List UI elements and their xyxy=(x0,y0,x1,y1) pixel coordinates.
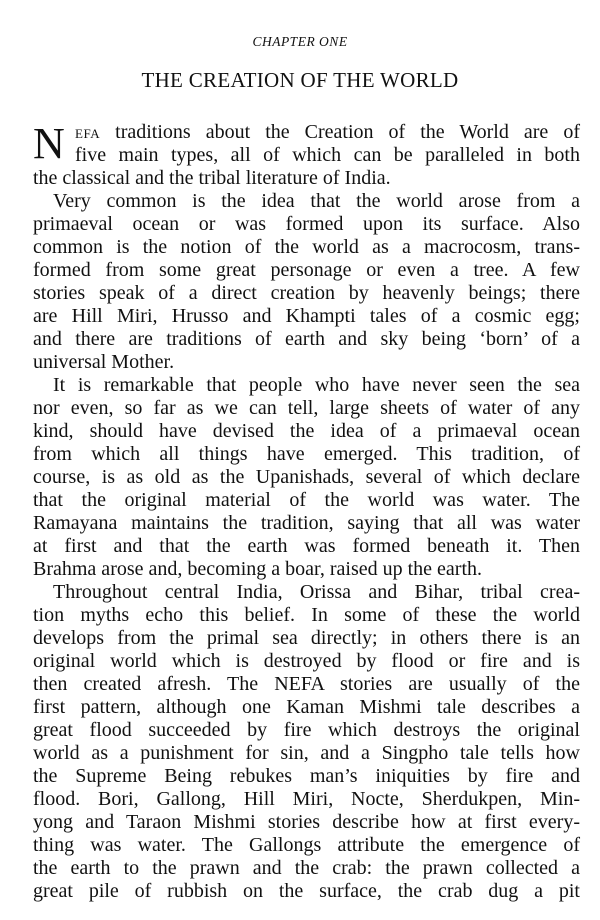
text-line: world as a punishment for sin, and a Singpho tale tells how xyxy=(33,742,580,764)
text-line: and there are traditions of earth and sky being ‘born’ of a xyxy=(33,328,580,350)
text-line: great flood succeeded by fire which destroys the original xyxy=(33,719,580,741)
text-line: common is the notion of the world as a macrocosm, trans- xyxy=(33,236,580,258)
text-line: thing was water. The Gallongs attribute the emergence of xyxy=(33,834,580,856)
text-line: then created afresh. The NEFA stories are usually of the xyxy=(33,673,580,695)
text-line: tion myths echo this belief. In some of these the world xyxy=(33,604,580,626)
text-line: Very common is the idea that the world arose from a xyxy=(53,190,580,212)
small-caps-word: EFA xyxy=(75,126,101,141)
drop-cap: N xyxy=(33,121,65,167)
text-line: first pattern, although one Kaman Mishmi tale describes a xyxy=(33,696,580,718)
text-line: develops from the primal sea directly; in others there is an xyxy=(33,627,580,649)
text-line: at first and that the earth was formed beneath it. Then xyxy=(33,535,580,557)
text-line: the Supreme Being rebukes man’s iniquities by fire and xyxy=(33,765,580,787)
text-line: nor even, so far as we can tell, large sheets of water of any xyxy=(33,397,580,419)
text-line: formed from some great personage or even a tree. A few xyxy=(33,259,580,281)
text-line: great pile of rubbish on the surface, the crab dug a pit xyxy=(33,880,580,902)
text-line: flood. Bori, Gallong, Hill Miri, Nocte, Sherdukpen, Min- xyxy=(33,788,580,810)
text-line: that the original material of the world was water. The xyxy=(33,489,580,511)
text-line: Throughout central India, Orissa and Bihar, tribal crea- xyxy=(53,581,580,603)
text-line: Brahma arose and, becoming a boar, raised up the earth. xyxy=(33,558,483,580)
text-line: course, is as old as the Upanishads, several of which declare xyxy=(33,466,580,488)
text-line: stories speak of a direct creation by heavenly beings; there xyxy=(33,282,580,304)
text-line: Ramayana maintains the tradition, saying that all was water xyxy=(33,512,580,534)
body-text xyxy=(33,121,580,903)
text-line: It is remarkable that people who have never seen the sea xyxy=(53,374,580,396)
text-line: the earth to the prawn and the crab: the prawn collected a xyxy=(33,857,580,879)
text-line: five main types, all of which can be paralleled in both xyxy=(75,144,580,166)
text-line-content: traditions about the Creation of the World are of xyxy=(100,121,580,143)
chapter-title: THE CREATION OF THE WORLD xyxy=(141,68,459,92)
text-line: universal Mother. xyxy=(33,351,175,373)
chapter-label: CHAPTER ONE xyxy=(252,34,348,49)
text-line: from which all things have emerged. This tradition, of xyxy=(33,443,580,465)
text-line: original world which is destroyed by flood or fire and is xyxy=(33,650,580,672)
text-line: are Hill Miri, Hrusso and Khampti tales of a cosmic egg; xyxy=(33,305,580,327)
text-line: kind, should have devised the idea of a primaeval ocean xyxy=(33,420,580,442)
text-line: the classical and the tribal literature of India. xyxy=(33,167,391,189)
text-line xyxy=(75,121,580,144)
text-line: primaeval ocean or was formed upon its surface. Also xyxy=(33,213,580,235)
text-line: yong and Taraon Mishmi stories describe how at first every- xyxy=(33,811,580,833)
